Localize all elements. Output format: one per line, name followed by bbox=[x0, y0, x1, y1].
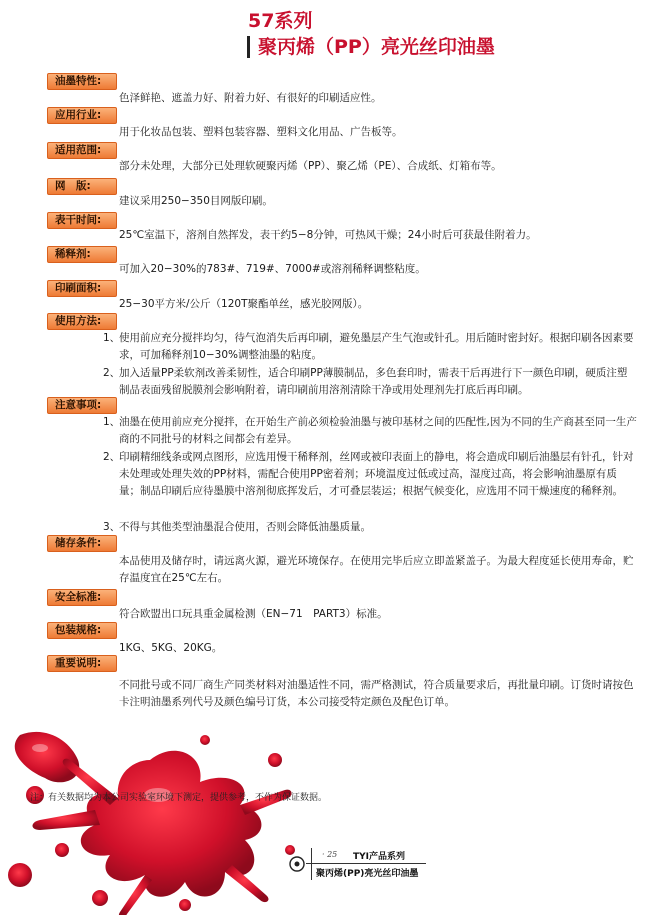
label-coverage: 印刷面积: bbox=[47, 280, 117, 297]
usage-item-1-text: 使用前应充分搅拌均匀，待气泡消失后再印刷，避免墨层产生气泡或针孔。用后随时密封好。根据印刷各因素要求，可加稀释剂10−30%调整油墨的粘度。 bbox=[119, 332, 634, 361]
notes-item-2 bbox=[103, 449, 637, 500]
label-usage: 使用方法: bbox=[47, 313, 117, 330]
footer-vertical-rule bbox=[311, 848, 312, 880]
notes-item-2-num: 2、 bbox=[103, 451, 121, 463]
target-icon bbox=[288, 855, 306, 873]
text-scope: 部分未处理，大部分已处理软硬聚丙烯（PP）、聚乙烯（PE）、合成纸、灯箱布等。 bbox=[119, 160, 502, 172]
label-important: 重要说明: bbox=[47, 655, 117, 672]
label-drying: 表干时间: bbox=[47, 212, 117, 229]
label-packaging: 包装规格: bbox=[47, 622, 117, 639]
usage-item-2-text: 加入适量PP柔软剂改善柔韧性，适合印刷PP薄膜制品，多色套印时，需表干后再进行下一颜色印刷，硬质注塑制品表面残留脱膜剂会影响附着，请印刷前用溶剂清除干净或用处理剂先打底后再印刷。 bbox=[119, 367, 628, 396]
usage-item-2 bbox=[103, 365, 637, 399]
footer-product-name: 聚丙烯(PP)亮光丝印油墨 bbox=[316, 869, 419, 879]
label-thinner: 稀释剂: bbox=[47, 246, 117, 263]
notes-item-1-num: 1、 bbox=[103, 416, 121, 428]
text-coverage: 25−30平方米/公斤（120T聚酯单丝，感光胶网版）。 bbox=[119, 298, 369, 310]
notes-item-3-text: 不得与其他类型油墨混合使用，否则会降低油墨质量。 bbox=[119, 521, 371, 533]
text-packaging: 1KG、5KG、20KG。 bbox=[119, 642, 223, 654]
notes-item-2-text: 印刷精细线条或网点图形，应选用慢干稀释剂，丝网或被印表面上的静电，将会造成印刷后油墨层有针孔，针对未处理或处理失效的PP材料，需配合使用PP密着剂；环境温度过低或过高，湿度过高，将会影响油墨原有质量；制品印刷后应待墨膜中溶剂彻底挥发后，才可叠层装运；根据气候变化，应选用不同干燥速度的稀释剂。 bbox=[119, 451, 634, 497]
page-title: 聚丙烯（PP）亮光丝印油墨 bbox=[258, 36, 495, 58]
label-mesh: 网 版: bbox=[47, 178, 117, 195]
label-features: 油墨特性: bbox=[47, 73, 117, 90]
ink-splash-illustration bbox=[0, 700, 300, 915]
text-industry: 用于化妆品包装、塑料包装容器、塑料文化用品、广告板等。 bbox=[119, 126, 403, 138]
label-safety: 安全标准: bbox=[47, 589, 117, 606]
label-notes: 注意事项: bbox=[47, 397, 117, 414]
text-storage: 本品使用及储存时，请远离火源，避光环境保存。在使用完毕后应立即盖紧盖子。为最大程度延长使用寿命，贮存温度宜在25℃左右。 bbox=[119, 555, 634, 584]
usage-item-1 bbox=[103, 330, 637, 364]
text-features: 色泽鲜艳、遮盖力好、附着力好、有很好的印刷适应性。 bbox=[119, 92, 382, 104]
text-drying: 25℃室温下，溶剂自然挥发，表干约5−8分钟，可热风干燥；24小时后可获最佳附着力。 bbox=[119, 229, 537, 241]
footer-series: TYI产品系列 bbox=[353, 852, 406, 862]
label-industry: 应用行业: bbox=[47, 107, 117, 124]
notes-item-1-text: 油墨在使用前应充分搅拌，在开始生产前必须检验油墨与被印基材之间的匹配性,因为不同的生产商甚至同一生产商的不同批号的材料之间都会有差异。 bbox=[119, 416, 637, 445]
usage-item-1-num: 1、 bbox=[103, 332, 121, 344]
footnote: 注：有关数据均为本公司实验室环境下测定，提供参考，不作为保证数据。 bbox=[30, 793, 328, 803]
text-safety: 符合欧盟出口玩具重金属检测（EN−71 PART3）标准。 bbox=[119, 608, 388, 620]
text-important: 不同批号或不同厂商生产同类材料对油墨适性不同，需严格测试，符合质量要求后，再批量印刷。订货时请按色卡注明油墨系列代号及颜色编号订货，本公司接受特定颜色及配色订单。 bbox=[119, 679, 634, 708]
label-storage: 储存条件: bbox=[47, 535, 117, 552]
usage-item-2-num: 2、 bbox=[103, 367, 121, 379]
title-divider bbox=[247, 36, 250, 58]
page-number: · 25 bbox=[322, 850, 338, 859]
notes-item-3-num: 3、 bbox=[103, 521, 121, 533]
text-thinner: 可加入20−30%的783#、719#、7000#或溶剂稀释调整粘度。 bbox=[119, 263, 426, 275]
notes-item-1 bbox=[103, 414, 637, 448]
footer-rule bbox=[318, 863, 426, 864]
text-mesh: 建议采用250−350目网版印刷。 bbox=[119, 195, 273, 207]
footer-connector bbox=[306, 863, 318, 864]
series-code: 57系列 bbox=[248, 10, 313, 32]
notes-item-3 bbox=[103, 519, 637, 536]
label-scope: 适用范围: bbox=[47, 142, 117, 159]
